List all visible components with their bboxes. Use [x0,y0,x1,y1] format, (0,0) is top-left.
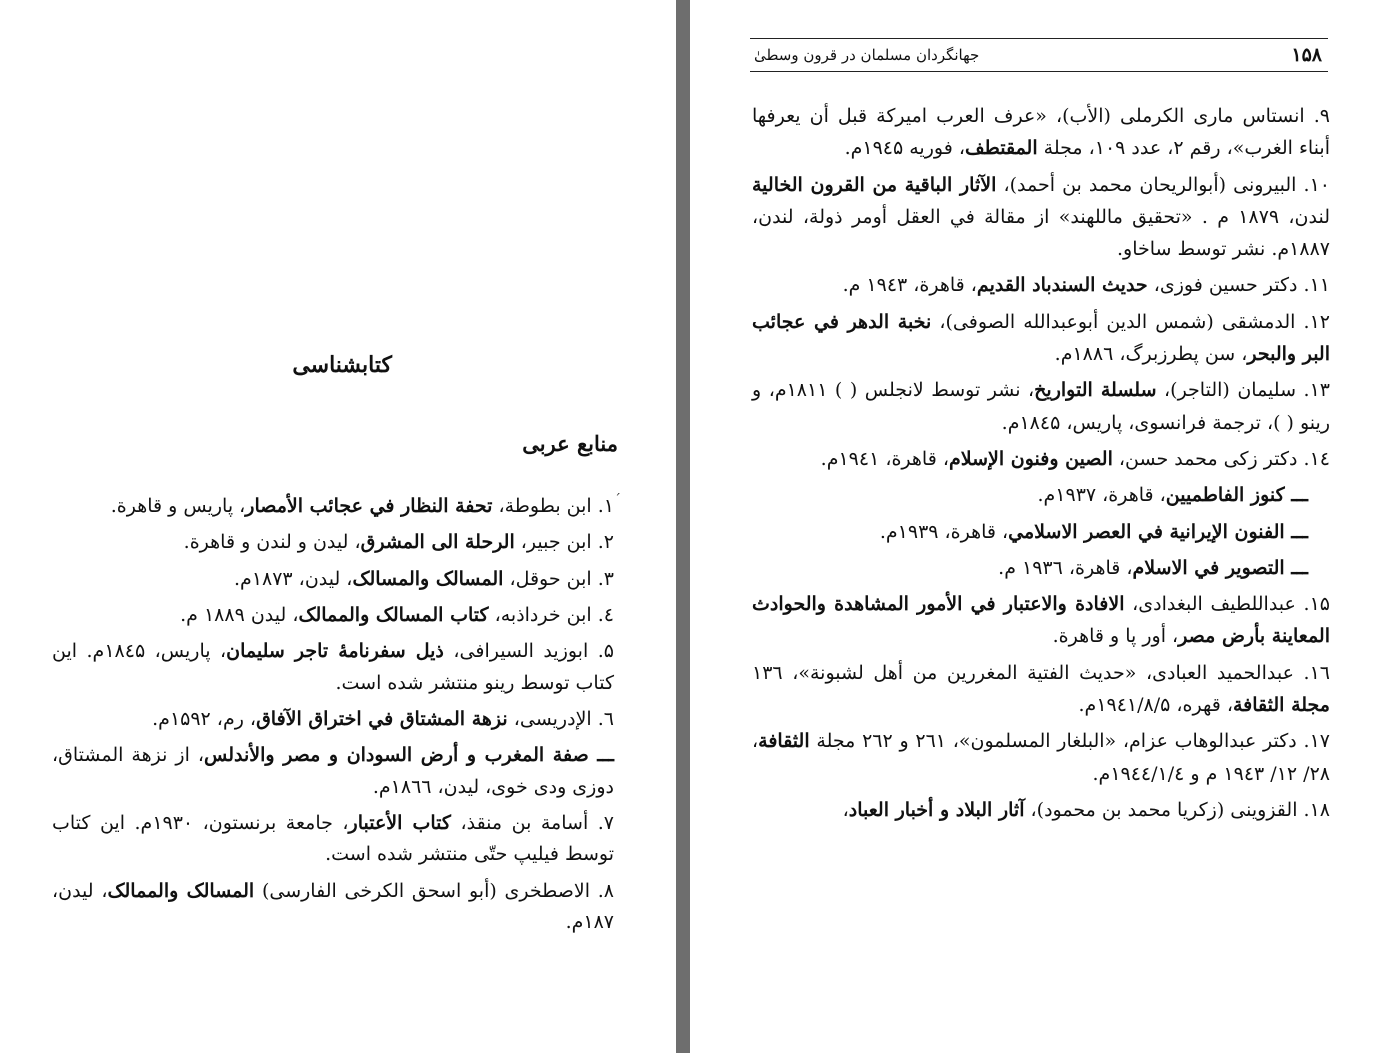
list-item: ۱۳. سلیمان (التاجر)، سلسلة التواریخ، نشر توسط لانجلس ( ) ۱۸۱۱م، و رینو ( )، ترجمة فرانسوی، پاریس، ۱۸٤۵م. [752,379,1330,434]
list-item: ۱٦. عبدالحمید العبادی، «حدیث الفتیة المغررین من أهل لشبونة»، ۱۳٦ مجلة الثقافة، قهره، ۱۹٤۱/۸/۵م. [752,661,1330,717]
list-item: ۹. انستاس ماری الکرملی (الأب)، «عرف العرب امیرکة قبل أن یعرفها أبناء الغرب»، رقم ۲، عدد ۱۰۹، مجلة المقتطف، فوریه ۱۹٤۵م. [752,105,1330,160]
list-item: ـــ کنوز الفاطمیین، قاهرة، ۱۹۳۷م. [1037,484,1308,507]
left-page [0,0,676,1053]
bibliography-list-arabic [52,491,614,943]
list-item: ۸. الاصطخری (أبو اسحق الکرخی الفارسی) المسالک والممالک، لیدن، ۱۸۷م. [52,879,615,934]
list-item: ۲. ابن جبیر، الرحلة الی المشرق، لیدن و لندن و قاهرة. [183,531,614,554]
page-title: کتابشناسی [292,352,392,378]
list-item: ٦. الإدریسی، نزهة المشتاق في اختراق الآفاق، رم، ۱۵۹۲م. [152,708,614,731]
bibliography-list-continued [752,100,1330,830]
section-heading: منابع عربی [522,431,618,456]
header-title: جهانگردان مسلمان در قرون وسطیٰ [754,46,980,64]
list-item: ۵. ابوزید السیرافی، ذیل سفرنامۀ تاجر سلیمان، پاریس، ۱۸٤۵م. این کتاب توسط رینو منتشر شده است. [52,640,615,694]
list-item: ۱. ابن بطوطة، تحفة النظار في عجائب الأمصار، پاریس و قاهرة. [110,495,614,517]
list-item: ۱۲. الدمشقی (شمس الدین أبوعبدالله الصوفی)، نخبة الدهر في عجائب البر والبحر، سن پطرزبرگ، ۱۸۸٦م. [752,310,1330,366]
page-number: ۱۵۸ [1291,44,1322,66]
running-header [750,38,1328,72]
pencil-mark-icon: ˊ [614,492,621,508]
list-item: ۱٤. دکتر زکی محمد حسن، الصین وفنون الإسلام، قاهرة، ۱۹٤۱م. [820,447,1330,470]
list-item: ـــ التصویر في الاسلام، قاهرة، ۱۹۳٦ م. [998,556,1308,579]
list-item: ۱۸. القزوینی (زکریا محمد بن محمود)، آثار البلاد و أخبار العباد، [842,798,1330,821]
list-item: ـــ الفنون الإیرانیة في العصر الاسلامي، قاهرة، ۱۹۳۹م. [879,520,1308,543]
book-gutter [676,0,690,1053]
list-item: ۱۵. عبداللطیف البغدادی، الافادة والاعتبار في الأمور المشاهدة والحوادث المعاینة بأرض مصر، أور پا و قاهرة. [752,593,1330,648]
list-item: ٤. ابن خرداذبه، کتاب المسالک والممالک، لیدن ۱۸۸۹ م. [180,604,614,627]
list-item: ـــ صفة المغرب و أرض السودان و مصر والأندلس، از نزهة المشتاق، دوزی ودی خوی، لیدن، ۱۸٦٦م. [52,744,614,798]
list-item: ۱۱. دکتر حسین فوزی، حدیث السندباد القدیم، قاهرة، ۱۹٤۳ م. [842,274,1330,297]
list-item: ۷. أسامة بن منقذ، کتاب الأعتبار، جامعة برنستون، ۱۹۳۰م. این کتاب توسط فیلیپ حتّی منتشر شده است. [52,812,614,866]
list-item: ۳. ابن حوقل، المسالک والمسالک، لیدن، ۱۸۷۳م. [234,567,614,590]
list-item: ۱۰. البیرونی (أبوالریحان محمد بن أحمد)، الآثار الباقیة من القرون الخالیة لندن، ۱۸۷۹ م . «تحقیق ماللهند» از مقالة في العقل أومر ذولة، لندن، ۱۸۸۷م. نشر توسط ساخاو. [752,173,1330,261]
list-item: ۱۷. دکتر عبدالوهاب عزام، «البلغار المسلمون»، ۲٦۱ و ۲٦۲ مجلة الثقافة، ۲۸/ ۱۲/ ۱۹٤۳ م و ۱۹٤٤/۱/٤م. [752,730,1330,785]
